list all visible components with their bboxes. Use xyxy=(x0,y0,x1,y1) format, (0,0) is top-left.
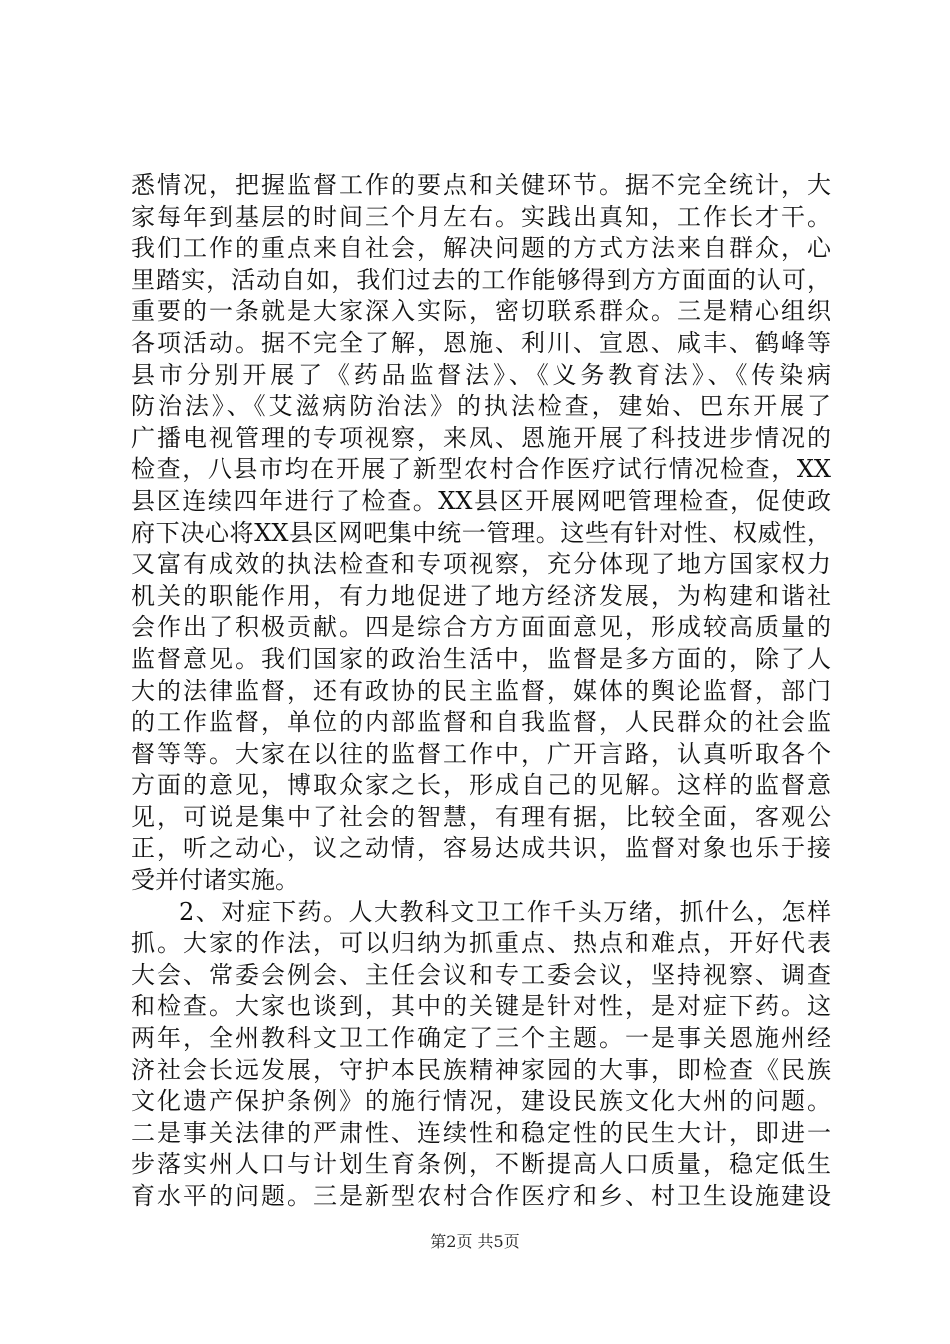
text-line: 又富有成效的执法检查和专项视察，充分体现了地方国家权力 xyxy=(131,550,831,579)
text-line: 和检查。大家也谈到，其中的关键是针对性，是对症下药。这 xyxy=(131,992,831,1021)
text-line: 抓。大家的作法，可以归纳为抓重点、热点和难点，开好代表 xyxy=(131,929,831,958)
text-line: 广播电视管理的专项视察，来凤、恩施开展了科技进步情况的 xyxy=(131,423,831,452)
text-line: 各项活动。据不完全了解，恩施、利川、宣恩、咸丰、鹤峰等 xyxy=(131,328,831,357)
text-line: 济社会长远发展，守护本民族精神家园的大事，即检查《民族 xyxy=(131,1055,831,1084)
text-line: 育水平的问题。三是新型农村合作医疗和乡、村卫生设施建设 xyxy=(131,1182,831,1210)
text-line: 县市分别开展了《药品监督法》、《义务教育法》、《传染病 xyxy=(131,360,831,389)
text-line: 我们工作的重点来自社会，解决问题的方式方法来自群众，心 xyxy=(131,234,831,263)
text-line: 家每年到基层的时间三个月左右。实践出真知，工作长才干。 xyxy=(131,202,831,231)
text-line: 监督意见。我们国家的政治生活中，监督是多方面的，除了人 xyxy=(131,644,831,673)
text-line: 二是事关法律的严肃性、连续性和稳定性的民生大计，即进一 xyxy=(131,1118,831,1147)
text-line: 里踏实，活动自如，我们过去的工作能够得到方方面面的认可， xyxy=(131,265,831,294)
text-line: 悉情况，把握监督工作的要点和关健环节。据不完全统计，大 xyxy=(131,171,831,199)
text-line: 见，可说是集中了社会的智慧，有理有据，比较全面，客观公 xyxy=(131,802,831,831)
text-line: 文化遗产保护条例》的施行情况，建设民族文化大州的问题。 xyxy=(131,1087,831,1116)
text-line: 步落实州人口与计划生育条例，不断提高人口质量，稳定低生 xyxy=(131,1150,831,1179)
text-line: 检查，八县市均在开展了新型农村合作医疗试行情况检查，XX xyxy=(131,455,831,484)
text-line: 大的法律监督，还有政协的民主监督，媒体的舆论监督，部门 xyxy=(131,676,831,705)
page-number-footer: 第2页 共5页 xyxy=(430,1232,520,1251)
document-body xyxy=(131,170,831,1213)
text-line: 府下决心将XX县区网吧集中统一管理。这些有针对性、权威性， xyxy=(131,518,831,547)
text-line: 的工作监督，单位的内部监督和自我监督，人民群众的社会监 xyxy=(131,708,831,737)
text-line: 方面的意见，博取众家之长，形成自己的见解。这样的监督意 xyxy=(131,771,831,800)
text-line: 机关的职能作用，有力地促进了地方经济发展，为构建和谐社 xyxy=(131,581,831,610)
text-line: 会作出了积极贡献。四是综合方方面面意见，形成较高质量的 xyxy=(131,613,831,642)
paragraph-end-line: 受并付诸实施。 xyxy=(131,866,299,895)
text-line: 防治法》、《艾滋病防治法》的执法检查，建始、巴东开展了 xyxy=(131,392,831,421)
text-line: 县区连续四年进行了检查。XX县区开展网吧管理检查，促使政 xyxy=(131,486,831,515)
text-line: 督等等。大家在以往的监督工作中，广开言路，认真听取各个 xyxy=(131,739,831,768)
paragraph-start-line: 2、对症下药。人大教科文卫工作千头万绪，抓什么，怎样 xyxy=(179,897,831,926)
text-line: 大会、常委会例会、主任会议和专工委会议，坚持视察、调查 xyxy=(131,960,831,989)
text-line: 重要的一条就是大家深入实际，密切联系群众。三是精心组织 xyxy=(131,297,831,326)
text-line: 两年，全州教科文卫工作确定了三个主题。一是事关恩施州经 xyxy=(131,1024,831,1053)
text-line: 正，听之动心，议之动情，容易达成共识，监督对象也乐于接 xyxy=(131,834,831,863)
